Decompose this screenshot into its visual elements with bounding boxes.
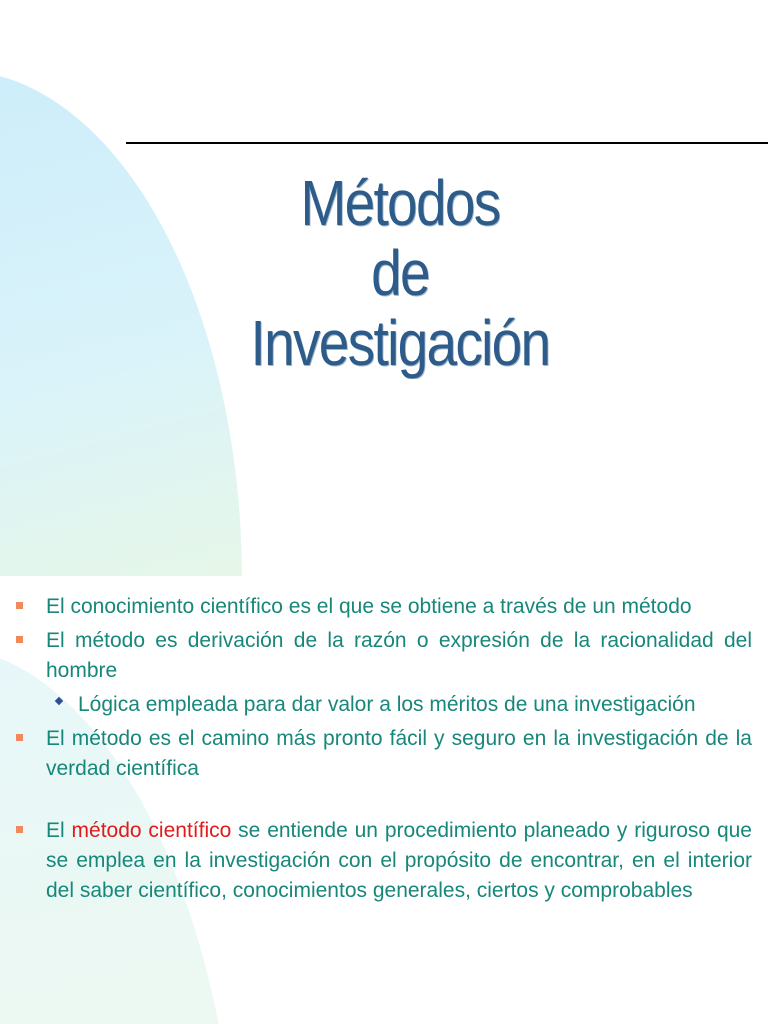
bullet-text: El método es el camino más pronto fácil y seguro en la investigación de la verdad científica — [46, 727, 752, 780]
bullet-text-prefix: El — [46, 819, 72, 842]
slide-title — [185, 168, 615, 378]
title-line-2: de — [371, 237, 429, 309]
bullet-item-1 — [14, 592, 752, 622]
title-line-1: Métodos — [300, 167, 500, 239]
highlighted-term: método científico — [71, 819, 232, 842]
bullet-item-4 — [14, 816, 752, 906]
sub-bullet-text: Lógica empleada para dar valor a los méritos de una investigación — [78, 693, 696, 716]
title-rule — [126, 142, 768, 144]
bullet-text: El método es derivación de la razón o expresión de la racionalidad del hombre — [46, 629, 752, 682]
bullet-item-2 — [14, 626, 752, 686]
title-line-3: Investigación — [250, 307, 550, 379]
square-bullet-icon — [16, 734, 23, 741]
sub-bullet-item — [14, 690, 752, 720]
square-bullet-icon — [16, 636, 23, 643]
bullet-list — [14, 592, 752, 910]
bullet-text-suffix: se entiende un procedimiento planeado y riguroso que se emplea en la investigación con el propósito de encontrar, en el interior del saber científico, conocimientos generales, ciertos y comprobables — [46, 819, 752, 902]
diamond-bullet-icon — [55, 697, 63, 705]
square-bullet-icon — [16, 602, 23, 609]
bullet-text: El conocimiento científico es el que se obtiene a través de un método — [46, 595, 692, 618]
square-bullet-icon — [16, 826, 23, 833]
spacer — [14, 788, 752, 816]
bullet-item-3 — [14, 724, 752, 784]
